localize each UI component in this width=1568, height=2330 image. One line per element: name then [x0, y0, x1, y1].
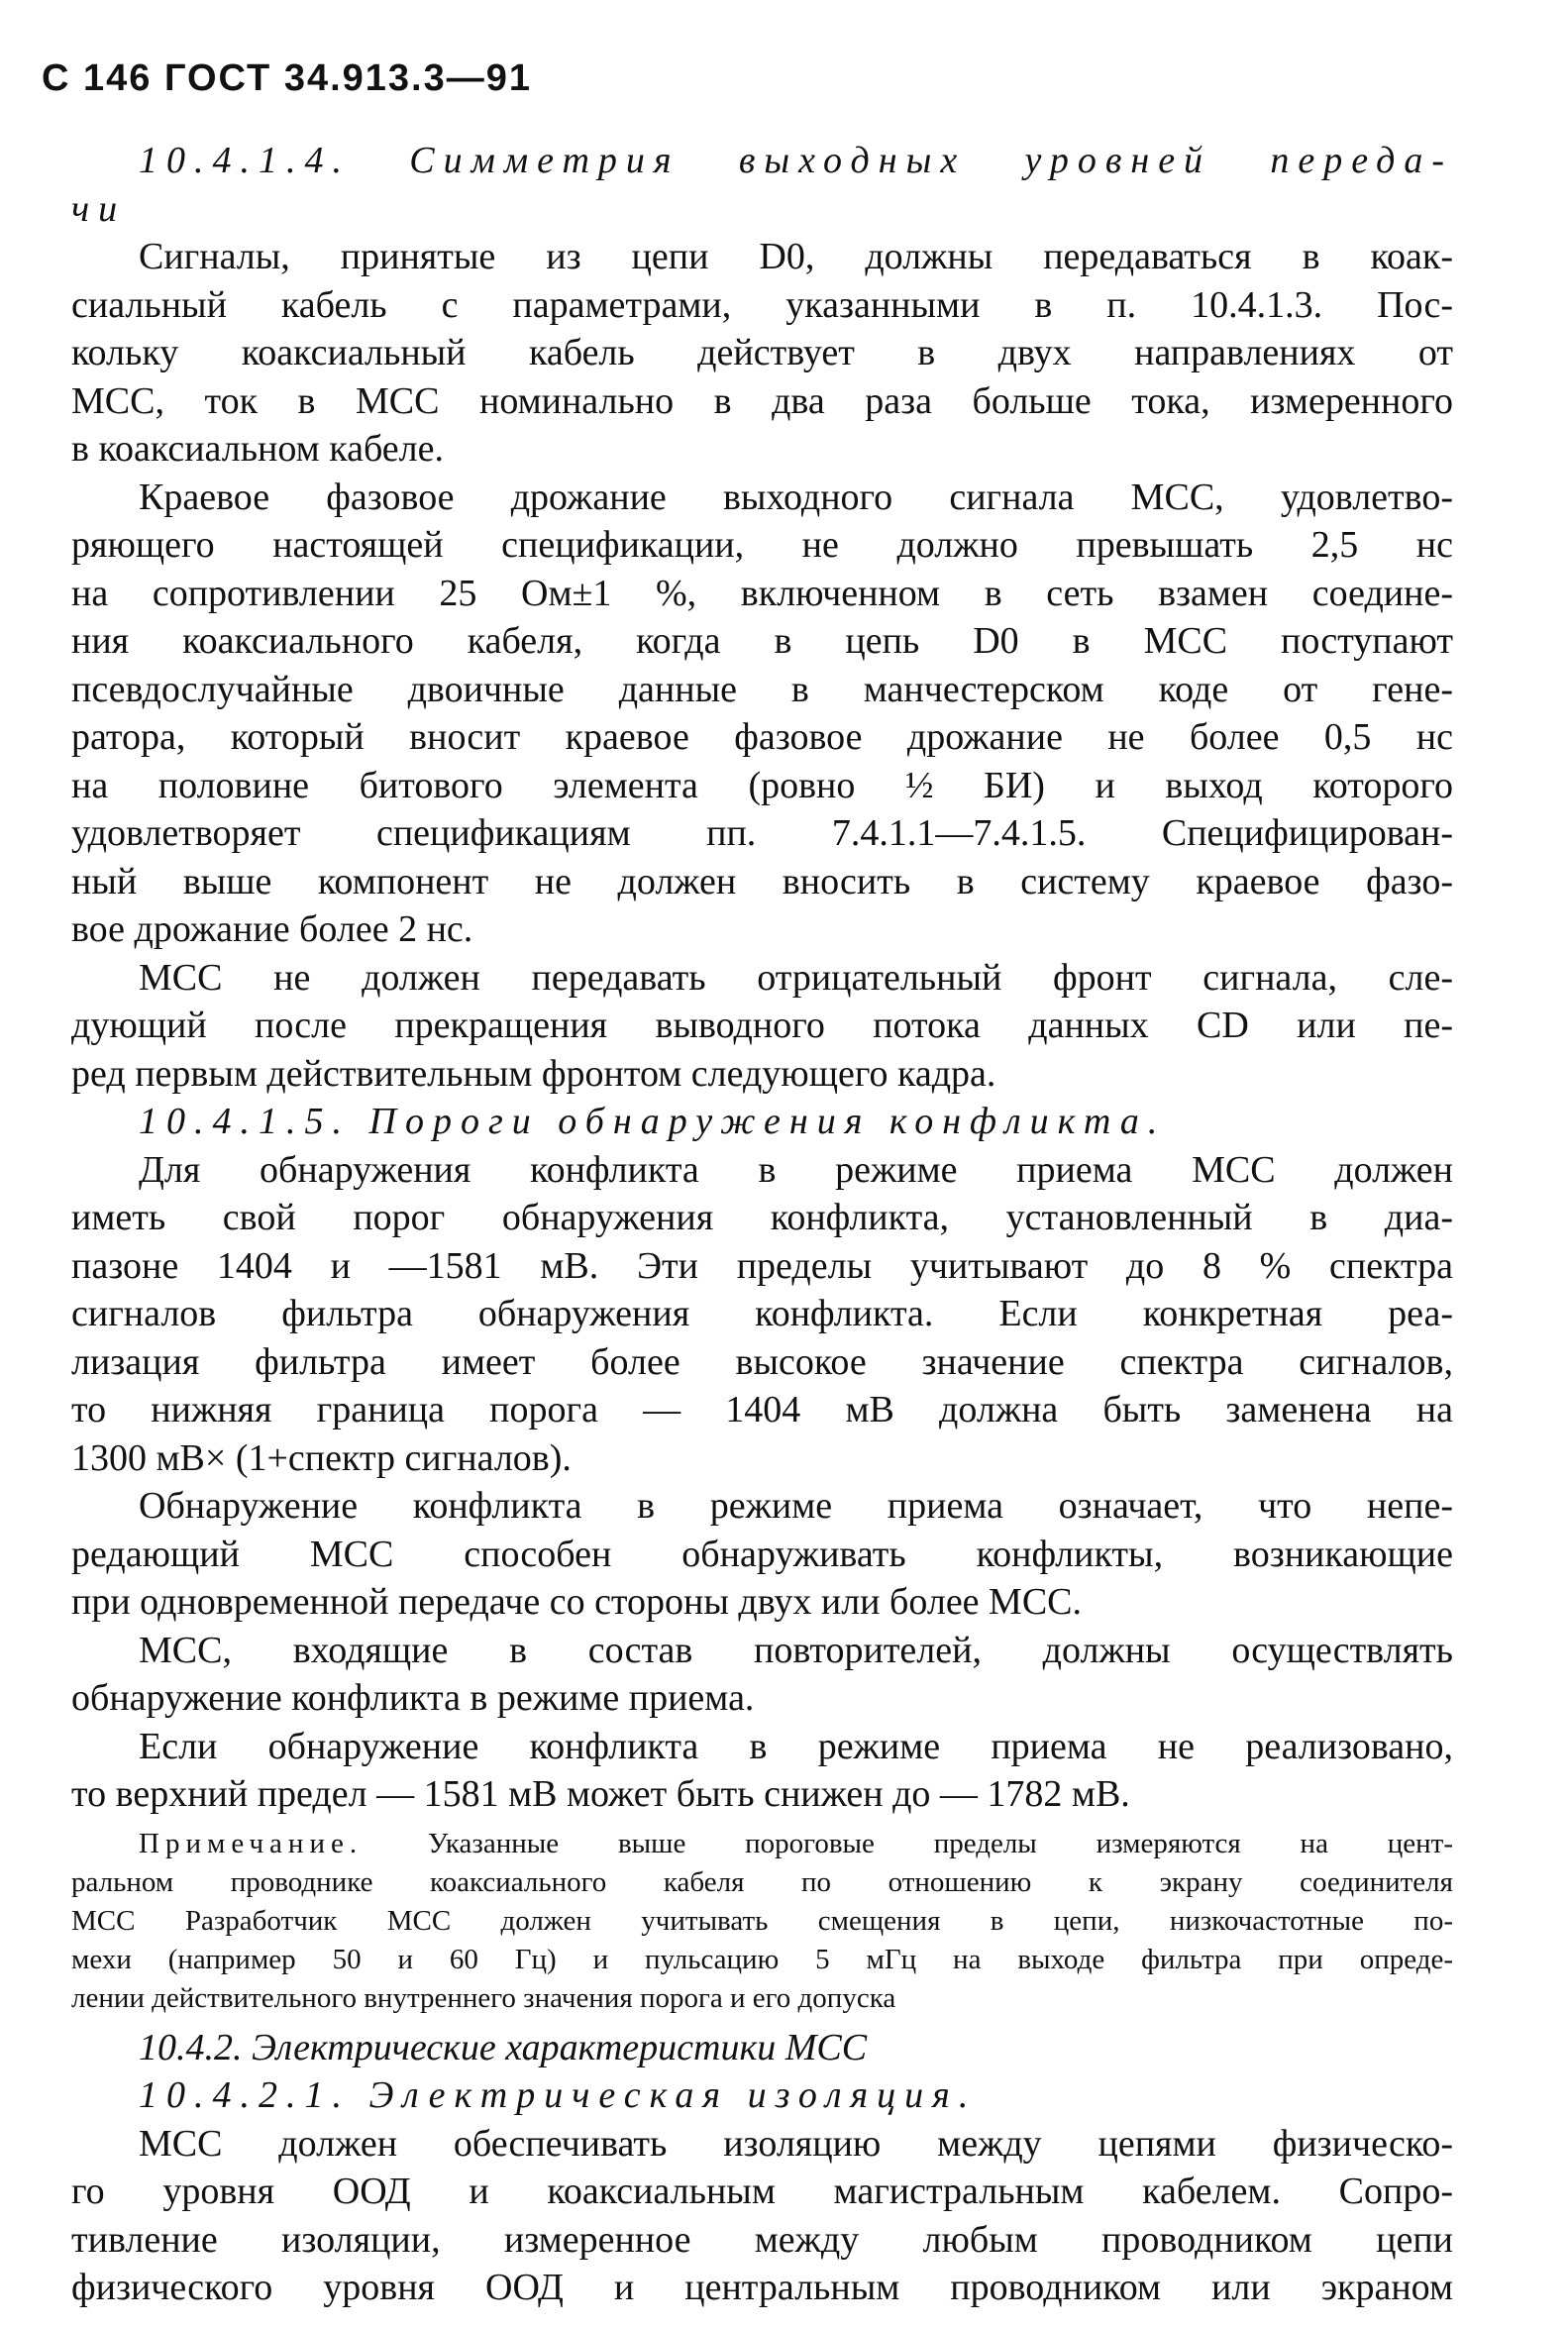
text-line: иметь свой порог обнаружения конфликта, установленный в диа- [71, 1197, 1453, 1238]
text-line: физического уровня ООД и центральным проводником или экраном [71, 2267, 1453, 2308]
text-line: кольку коаксиальный кабель действует в двух направлениях от [71, 332, 1453, 373]
text-line: Если обнаружение конфликта в режиме приема не реализовано, [139, 1725, 1453, 1767]
text-line: чи [71, 187, 127, 230]
section-heading [71, 137, 1453, 233]
text-line: го уровня ООД и коаксиальным магистральным кабелем. Сопро- [71, 2171, 1453, 2212]
page-header: С 146 ГОСТ 34.913.3—91 [42, 57, 533, 99]
text-line: в коаксиальном кабеле. [71, 428, 444, 470]
text-line: на сопротивлении 25 Ом±1 %, включенном в сеть взамен соедине- [71, 572, 1453, 614]
text-line: 10.4.2. Электрические характеристики МСС [139, 2026, 868, 2068]
text-line: Для обнаружения конфликта в режиме приема МСС должен [139, 1148, 1453, 1191]
text-line: редающий МСС способен обнаруживать конфликты, возникающие [71, 1533, 1453, 1575]
text-line: удовлетворяет спецификациям пп. 7.4.1.1—7.4.1.5. Специфицирован- [71, 812, 1453, 854]
text-line: тивление изоляции, измеренное между любым проводником цепи [71, 2218, 1453, 2261]
note-line: ральном проводнике коаксиального кабеля по отношению к экрану соединителя [71, 1865, 1453, 1898]
text-line: при одновременной передаче со стороны двух или более МСС. [71, 1581, 1083, 1623]
paragraph [71, 1482, 1453, 1627]
text-line: ния коаксиального кабеля, когда в цепь D0 в МСС поступают [71, 620, 1453, 662]
paragraph [71, 1146, 1453, 1483]
text-line: ред первым действительным фронтом следующего кадра. [71, 1052, 996, 1095]
note-line: лении действительного внутреннего значения порога и его допуска [71, 1981, 896, 2014]
note-line: МСС Разработчик МСС должен учитывать смещения в цепи, низкочастотные по- [71, 1904, 1453, 1937]
text-line: дующий после прекращения выводного потока данных CD или пе- [71, 1005, 1453, 1046]
text-line: МСС, ток в МСС номинально в два раза больше тока, измеренного [71, 379, 1453, 422]
paragraph [71, 233, 1453, 474]
text-line: лизация фильтра имеет более высокое значение спектра сигналов, [71, 1340, 1453, 1383]
text-line: на половине битового элемента (ровно ½ БИ) и выход которого [71, 764, 1453, 806]
note-block [71, 1825, 1453, 2018]
text-line: псевдослучайные двоичные данные в манчестерском коде от гене- [71, 668, 1453, 710]
note-text: Указанные выше пороговые пределы измеряются на цент- [427, 1827, 1453, 1859]
text-line: обнаружение конфликта в режиме приема. [71, 1677, 755, 1719]
note-line: мехи (например 50 и 60 Гц) и пульсацию 5 мГц на выходе фильтра при опреде- [71, 1943, 1453, 1975]
text-line: Краевое фазовое дрожание выходного сигнала МСС, удовлетво- [139, 476, 1453, 518]
text-line: МСС не должен передавать отрицательный фронт сигнала, сле- [139, 956, 1453, 999]
paragraph [71, 2120, 1453, 2312]
document-body [71, 137, 1453, 2312]
paragraph [71, 1723, 1453, 1819]
text-line: сиальный кабель с параметрами, указанными в п. 10.4.1.3. Пос- [71, 283, 1453, 326]
text-line: то нижняя граница порога — 1404 мВ должна быть заменена на [71, 1389, 1453, 1430]
text-line: 10.4.1.4. Симметрия выходных уровней переда- [139, 140, 1453, 181]
text-line: то верхний предел — 1581 мВ может быть снижен до — 1782 мВ. [71, 1773, 1130, 1815]
note-line [71, 1825, 1453, 1863]
text-line: ратора, который вносит краевое фазовое дрожание не более 0,5 нс [71, 716, 1453, 758]
text-line: МСС должен обеспечивать изоляцию между цепями физическо- [139, 2122, 1453, 2165]
text-line: 1300 мВ× (1+спектр сигналов). [71, 1436, 572, 1479]
paragraph [71, 954, 1453, 1099]
text-line: вое дрожание более 2 нс. [71, 908, 473, 950]
text-line: сигналов фильтра обнаружения конфликта. Если конкретная реа- [71, 1293, 1453, 1334]
paragraph [71, 1627, 1453, 1723]
text-line: Обнаружение конфликта в режиме приема означает, что непе- [139, 1485, 1453, 1527]
section-heading [71, 1098, 1453, 1146]
text-line: 10.4.2.1. Электрическая изоляция. [139, 2074, 978, 2116]
paragraph [71, 474, 1453, 954]
text-line: пазоне 1404 и —1581 мВ. Эти пределы учитывают до 8 % спектра [71, 1244, 1453, 1287]
text-line: Сигналы, принятые из цепи D0, должны передаваться в коак- [139, 236, 1453, 277]
text-line: МСС, входящие в состав повторителей, должны осуществлять [139, 1629, 1453, 1671]
section-heading [71, 2071, 1453, 2120]
text-line: ряющего настоящей спецификации, не должно превышать 2,5 нс [71, 524, 1453, 566]
section-heading [71, 2024, 1453, 2072]
text-line: 10.4.1.5. Пороги обнаружения конфликта. [139, 1101, 1167, 1142]
text-line: ный выше компонент не должен вносить в систему краевое фазо- [71, 860, 1453, 902]
note-label: Примечание. [139, 1827, 428, 1859]
